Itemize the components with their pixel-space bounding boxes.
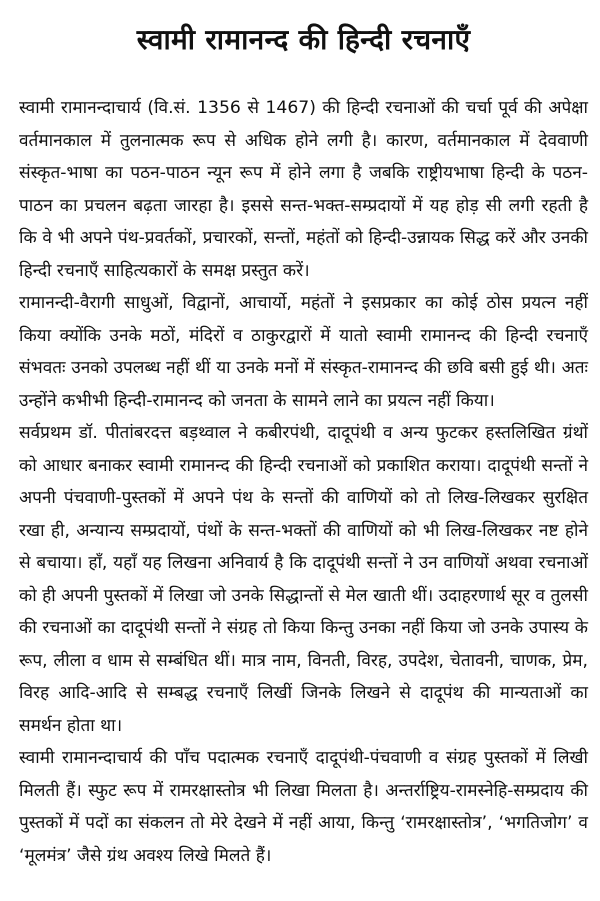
paragraph-2: रामानन्दी-वैरागी साधुओं, विद्वानों, आचार्यो, महंतों ने इसप्रकार का कोई ठोस प्रयत्न नहीं किया क्योंकि उनके मठों, मंदिरों व ठाकुरद्वारों में यातो स्वामी रामानन्द की हिन्दी रचनाएँ संभवतः उनको उपलब्ध नहीं थीं या उनके मनों में संस्कृत-रामानन्द की छवि बसी हुई थी। अतः उन्होंने कभीभी हिन्दी-रामानन्द को जनता के सामने लाने का प्रयत्न नहीं किया।: [19, 293, 588, 411]
paragraph-1: स्वामी रामानन्दाचार्य (वि.सं. 1356 से 1467) की हिन्दी रचनाओं की चर्चा पूर्व की अपेक्षा वर्तमानकाल में तुलनात्मक रूप से अधिक होने लगी है। कारण, वर्तमानकाल में देववाणी संस्कृत-भाषा का पठन-पाठन न्यून रूप में होने लगा है जबकि राष्ट्रीयभाषा हिन्दी के पठन-पाठन का प्रचलन बढ़ता जारहा है। इससे सन्त-भक्त-सम्प्रदायों में यह होड़ सी लगी रहती है कि वे भी अपने पंथ-प्रवर्तकों, प्रचारकों, सन्तों, महंतों को हिन्दी-उन्नायक सिद्ध करें और उनकी हिन्दी रचनाएँ साहित्यकारों के समक्ष प्रस्तुत करें।: [19, 98, 588, 281]
page-title: स्वामी रामानन्द की हिन्दी रचनाएँ: [136, 23, 471, 56]
paragraph-4: स्वामी रामानन्दाचार्य की पाँच पदात्मक रचनाएँ दादूपंथी-पंचवाणी व संग्रह पुस्तकों में लिखी मिलती हैं। स्फुट रूप में रामरक्षास्तोत्र भी लिखा मिलता है। अन्तर्राष्ट्रिय-रामस्नेहि-सम्प्रदाय की पुस्तकों में पदों का संकलन तो मेरे देखने में नहीं आया, किन्तु ‘रामरक्षास्तोत्र’, ‘भगतिजोग’ व ‘मूलमंत्र’ जैसे ग्रंथ अवश्य लिखे मिलते हैं।: [19, 748, 588, 866]
body-text: [19, 92, 588, 872]
paragraph-3: सर्वप्रथम डॉ. पीतांबरदत्त बड़थ्वाल ने कबीरपंथी, दादूपंथी व अन्य फुटकर हस्तलिखित ग्रंथों को आधार बनाकर स्वामी रामानन्द की हिन्दी रचनाओं को प्रकाशित कराया। दादूपंथी सन्तों ने अपनी पंचवाणी-पुस्तकों में अपने पंथ के सन्तों की वाणियों को तो लिख-लिखकर सुरक्षित रखा ही, अन्यान्य सम्प्रदायों, पंथों के सन्त-भक्तों की वाणियों को भी लिख-लिखकर नष्ट होने से बचाया। हाँ, यहाँ यह लिखना अनिवार्य है कि दादूपंथी सन्तों ने उन वाणियों अथवा रचनाओं को ही अपनी पुस्तकों में लिखा जो उनके सिद्धान्तों से मेल खाती थीं। उदाहरणार्थ सूर व तुलसी की रचनाओं का दादूपंथी सन्तों ने संग्रह तो किया किन्तु उनका नहीं किया जो उनके उपास्य के रूप, लीला व धाम से सम्बंधित थीं। मात्र नाम, विनती, विरह, उपदेश, चेतावनी, चाणक, प्रेम, विरह आदि-आदि से सम्बद्ध रचनाएँ लिखीं जिनके लिखने से दादूपंथ की मान्यताओं का समर्थन होता था।: [19, 423, 588, 736]
